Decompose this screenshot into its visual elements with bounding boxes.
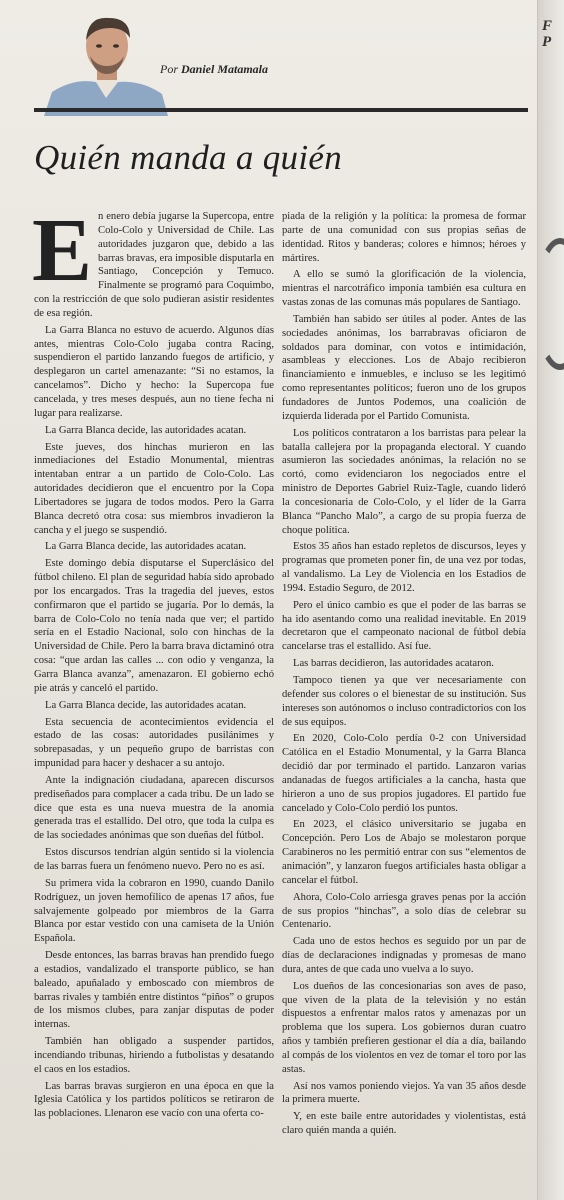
byline xyxy=(160,62,268,77)
paragraph: Ahora, Colo-Colo arriesga graves penas por la acción de sus propios “hinchas”, a solo días de celebrar su Centenario. xyxy=(282,891,526,931)
paragraph: La Garra Blanca decide, las autoridades acatan. xyxy=(45,541,247,553)
edge-letter: P xyxy=(542,34,552,50)
paragraph: Desde entonces, las barras bravas han prendido fuego a estadios, vandalizado el transporte público, se han baleado, apuñalado y emboscado con miembros de barras rivales y también entre distintos “piños” o grupos de los mismos clubes, para zanjar disputas de poder internas. xyxy=(34,950,274,1031)
author-name: Daniel Matamala xyxy=(181,62,269,76)
edge-letter: F xyxy=(542,18,553,34)
paragraph: Estos 35 años han estado repletos de discursos, leyes y programas que prometen poner fin, de una vez por todas, al vandalismo. La Ley de Violencia en los Estadios de 1994. Estadio Seguro, de 2012. xyxy=(282,541,526,594)
paragraph: Las barras decidieron, las autoridades acataron. xyxy=(293,658,494,670)
paragraph: En enero debía jugarse la Supercopa, entre Colo-Colo y Universidad de Chile. Las autoridades juzgaron que, debido a las barras bravas, era imposible disputarla en Santiago, Concepción y Temuco. Finalmente se programó para Coquimbo, con la restricción de que solo pudieran asistir residentes de esa región. xyxy=(32,201,274,319)
paragraph: Esta secuencia de acontecimientos evidencia el estado de las cosas: autoridades pusilánimes y sobrepasadas, y un pequeño grupo de barristas con impunidad para hacer y deshacer a su antojo. xyxy=(34,716,274,770)
paragraph: Este jueves, dos hinchas murieron en las inmediaciones del Estadio Monumental, mientras intentaban entrar a un partido de Colo-Colo. Las autoridades decidieron que el encuentro por la Copa Libertadores se jugara de todos modos. Pero la Garra Blanca decretó otra cosa: sus miembros invadieron la cancha y el juego se suspendió. xyxy=(34,441,274,536)
paragraph: Estos discursos tendrían algún sentido si la violencia de las barras fuera un fenómeno nuevo. Pero no es así. xyxy=(34,847,274,872)
paragraph: Los políticos contrataron a los barristas para pelear la batalla callejera por la propaganda electoral. Y cuando asumieron las sociedades anónimas, la relación no se cortó, como evidenciaron los negociados entre el ministro de Deportes Gabriel Ruiz-Tagle, cuando lideró la concesionaria de Colo-Colo, y el líder de la Garra Blanca “Pancho Malo”, a cargo de su propia fuerza de choque política. xyxy=(282,427,526,536)
paragraph: Tampoco tienen ya que ver necesariamente con defender sus colores o el bienestar de su institución. Sus intereses son autónomos o incluso contradictorios con los de sus equipos. xyxy=(282,675,526,728)
paragraph: En 2023, el clásico universitario se jugaba en Concepción. Pero Los de Abajo se molestaron porque Carabineros no les permitió entrar con sus “elementos de animación”, y lanzaron fuegos artificiales hasta obligar a cancelar el fútbol. xyxy=(282,819,526,886)
paragraph: Cada uno de estos hechos es seguido por un par de días de declaraciones indignadas y promesas de mano dura, antes de que cada uno vuelva a lo suyo. xyxy=(282,936,526,975)
paragraph: También han sabido ser útiles al poder. Antes de las sociedades anónimas, los barrabravas oficiaron de soldados para dominar, con votos e intimidación, asambleas y elecciones. Los de Abajo recibieron financiamiento e inmuebles, e incluso se les legitimó como representantes políticos; fueron uno de los grupos fundadores de Juntos Podemos, una coalición de izquierda liderada por el Partido Comunista. xyxy=(282,313,526,422)
paragraph: En 2020, Colo-Colo perdía 0-2 con Universidad Católica en el Estadio Monumental, y la Garra Blanca decidió dar por terminado el partido. Lanzaron varias andanadas de fuegos artificiales a la cancha, hasta que hirieron a uno de sus propios jugadores. El partido fue cancelado y Colo-Colo perdió los puntos. xyxy=(282,733,526,814)
paragraph: Ante la indignación ciudadana, aparecen discursos prediseñados para complacer a cada tribu. De un lado se dice que esta es una nueva muestra de la anomia generada tras el estallido. Del otro, que toda la culpa es de las sociedades anónimas que son dueñas del fútbol. xyxy=(34,774,274,842)
article-column-1 xyxy=(32,201,274,1124)
edge-graphic xyxy=(534,238,564,370)
paragraph: También han obligado a suspender partidos, incendiando tribunas, hiriendo a futbolistas y desatando el caos en los estadios. xyxy=(34,1036,274,1075)
paragraph: Los dueños de las concesionarias son aves de paso, que viven de la plata de la televisión y no están dispuestos a enfrentar malos ratos y amenazas por un problema que los supera. Los gobiernos duran cuatro años y también prefieren gestionar el día a día, bailando al compás de los violentos en vez de tomar el toro por las astas. xyxy=(282,980,526,1075)
paragraph: La Garra Blanca no estuvo de acuerdo. Algunos días antes, mientras Colo-Colo jugaba contra Racing, suspendieron el partido lanzando fuegos de artificio, y desplegaron un cartel amenazante: “Si no estamos, la cancelamos”. Dicho y hecho: la Supercopa fue cancelada, y tres meses después, aun no tiene fecha ni lugar para realizarse. xyxy=(34,324,274,419)
paragraph: A ello se sumó la glorificación de la violencia, mientras el narcotráfico imponía también esa cultura en vastas zonas de las comunas más populares de Santiago. xyxy=(282,269,526,309)
drop-cap: E xyxy=(32,201,93,300)
paragraph: Pero el único cambio es que el poder de las barras se ha ido asentando como una realidad inevitable. En 2019 decretaron que el campeonato nacional de fútbol debía cancelarse tras el estallido. Así fue. xyxy=(282,599,526,653)
author-photo xyxy=(34,6,174,116)
paragraph: La Garra Blanca decide, las autoridades acatan. xyxy=(45,424,247,436)
byline-prefix: Por xyxy=(160,62,178,76)
paragraph: La Garra Blanca decide, las autoridades acatan. xyxy=(45,699,247,711)
paragraph: Y, en este baile entre autoridades y violentistas, está claro quién manda a quién. xyxy=(282,1111,526,1137)
article-title: Quién manda a quién xyxy=(34,138,343,177)
article-column-2 xyxy=(282,210,526,1141)
adjacent-page-edge xyxy=(537,0,564,1200)
paragraph: Las barras bravas surgieron en una época en que la Iglesia Católica y los partidos políticos se retiraron de las poblaciones. Llenaron ese vacío con una oferta co- xyxy=(34,1080,274,1120)
paragraph: Su primera vida la cobraron en 1990, cuando Danilo Rodríguez, un joven hemofílico de apenas 17 años, fue salvajemente golpeado por miembros de la Garra Blanca por estar vestido con una camiseta de la Unión Española. xyxy=(34,877,274,945)
paragraph: piada de la religión y la política: la promesa de formar parte de una comunidad con sus propias señas de identidad. Ritos y banderas; colores e himnos; héroes y mártires. xyxy=(282,211,526,264)
paragraph: Este domingo debía disputarse el Superclásico del fútbol chileno. El plan de seguridad había sido aprobado por los encargados. Tras la tragedia del jueves, estos confirmaron que el partido se jugaría. Por lo demás, la barra de Colo-Colo no tenía nada que ver; el partido sería en el Estadio Nacional, solo con hinchas de la Universidad de Chile. Pero la barra brava dictaminó otra cosa: “que ardan las calles ... con odio y venganza, la Garra Blanca avanza”, amenazaron. El gobierno echó pie atrás y canceló el partido. xyxy=(34,558,274,694)
header-rule xyxy=(34,108,528,112)
paragraph: Así nos vamos poniendo viejos. Ya van 35 años desde la primera muerte. xyxy=(282,1080,526,1106)
